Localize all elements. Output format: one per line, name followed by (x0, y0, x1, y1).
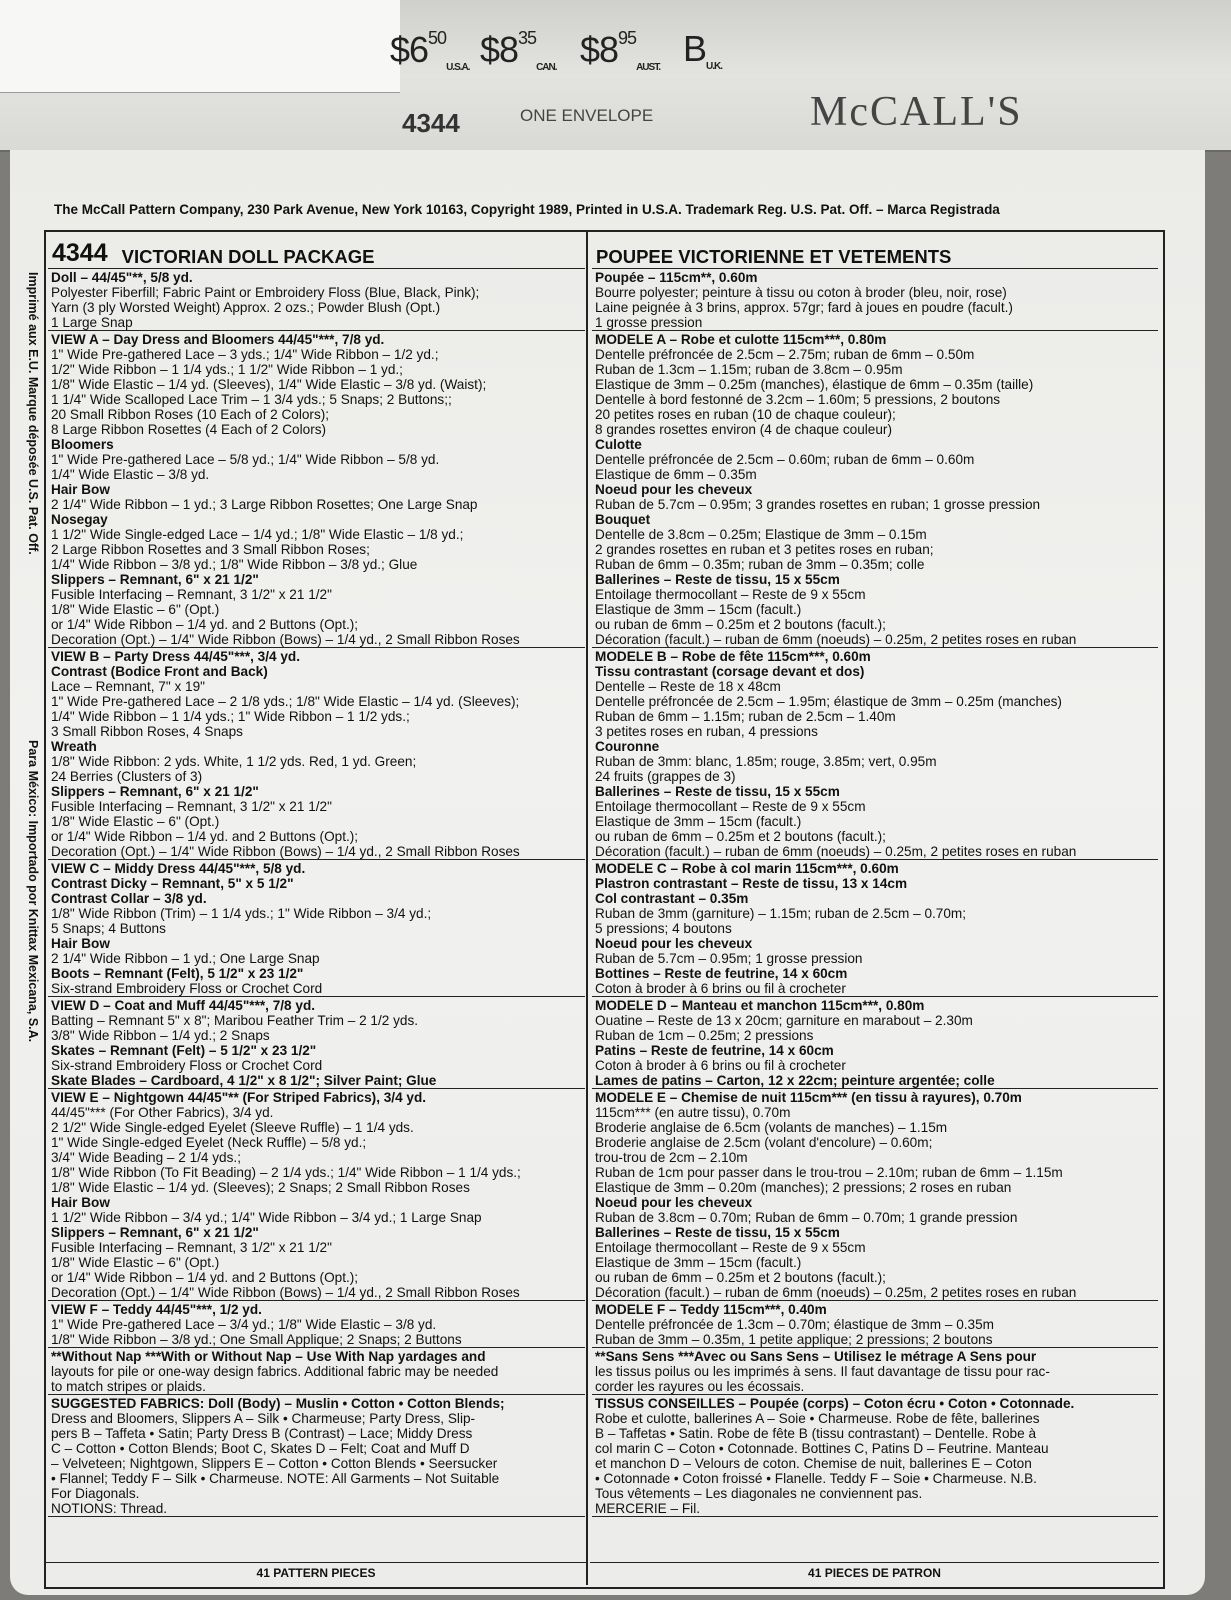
french-line: Dentelle de 3.8cm – 0.25m; Elastique de 3mm – 0.15m (595, 527, 927, 542)
english-header (48, 232, 585, 269)
english-line: VIEW B – Party Dress 44/45"***, 3/4 yd. (51, 649, 300, 664)
english-line: **Without Nap ***With or Without Nap – Use With Nap yardages and (51, 1349, 486, 1364)
price-usa: $\$6^{50}_{U.S.A.}$ (390, 28, 470, 74)
french-line: MODELE C – Robe à col marin 115cm***, 0.60m (595, 861, 899, 876)
french-line: Ruban de 1.3cm – 1.15m; ruban de 3.8cm – 0.95m (595, 362, 903, 377)
french-header (592, 232, 1158, 269)
english-line: NOTIONS: Thread. (51, 1501, 168, 1516)
french-line: Ruban de 5.7cm – 0.95m; 3 grandes rosettes en ruban; 1 grosse pression (595, 497, 1041, 512)
english-line: 2 1/2" Wide Single-edged Eyelet (Sleeve Ruffle) – 1 1/4 yds. (51, 1120, 414, 1135)
pattern-number: 4344 (52, 239, 108, 267)
french-line: Elastique de 3mm – 15cm (facult.) (595, 1255, 802, 1270)
french-line: Décoration (facult.) – ruban de 6mm (noeuds) – 0.25m, 2 petites roses en ruban (595, 1285, 1077, 1300)
english-line: – Velveteen; Nightgown, Slippers E – Cotton • Cotton Blends • Seersucker (51, 1456, 498, 1471)
french-line: Noeud pour les cheveux (595, 936, 753, 951)
french-section (592, 1301, 1158, 1348)
french-line: Bottines – Reste de feutrine, 14 x 60cm (595, 966, 848, 981)
english-line: or 1/4" Wide Ribbon – 1/4 yd. and 2 Buttons (Opt.); (51, 1270, 359, 1285)
english-line: to match stripes or plaids. (51, 1379, 206, 1394)
english-line: Boots – Remnant (Felt), 5 1/2" x 23 1/2" (51, 966, 304, 981)
price-australia: $\$8^{95}_{AUST.}$ (580, 28, 660, 74)
english-line: 1/4" Wide Ribbon – 3/8 yd.; 1/8" Wide Ribbon – 3/8 yd.; Glue (51, 557, 418, 572)
french-line: Plastron contrastant – Reste de tissu, 13 x 14cm (595, 876, 908, 891)
french-line: Poupée – 115cm**, 0.60m (595, 270, 758, 285)
english-line: 1/8" Wide Elastic – 6" (Opt.) (51, 1255, 220, 1270)
english-section (48, 997, 585, 1089)
french-section (592, 1089, 1158, 1301)
english-section (48, 860, 585, 997)
english-line: Slippers – Remnant, 6" x 21 1/2" (51, 1225, 259, 1240)
french-line: 115cm*** (en autre tissu), 0.70m (595, 1105, 791, 1120)
english-line: 1" Wide Pre-gathered Lace – 3/4 yd.; 1/8" Wide Elastic – 3/8 yd. (51, 1317, 437, 1332)
english-line: Doll – 44/45"**, 5/8 yd. (51, 270, 193, 285)
french-line: Coton à broder à 6 brins ou fil à crocheter (595, 981, 846, 996)
french-line: Entoilage thermocollant – Reste de 9 x 55cm (595, 587, 866, 602)
french-line: TISSUS CONSEILLES – Poupée (corps) – Coton écru • Coton • Cotonnade. (595, 1396, 1075, 1411)
french-line: Broderie anglaise de 2.5cm (volant d'encolure) – 0.60m; (595, 1135, 933, 1150)
french-line: Bouquet (595, 512, 651, 527)
brand-logo: McCALL'S (810, 89, 1023, 135)
french-line: Lames de patins – Carton, 12 x 22cm; peinture argentée; colle (595, 1073, 995, 1088)
english-line: Hair Bow (51, 936, 110, 951)
envelope-pattern-number: 4344 (402, 108, 460, 138)
french-line: Entoilage thermocollant – Reste de 9 x 55cm (595, 1240, 866, 1255)
english-line: 1/2" Wide Ribbon – 1 1/4 yds.; 1 1/2" Wide Ribbon – 1 yd.; (51, 362, 403, 377)
english-line: • Flannel; Teddy F – Silk • Charmeuse. NOTE: All Garments – Not Suitable (51, 1471, 500, 1486)
french-sections (592, 269, 1158, 1517)
english-line: Contrast Collar – 3/8 yd. (51, 891, 207, 906)
french-line: Dentelle préfroncée de 1.3cm – 0.70m; élastique de 3mm – 0.35m (595, 1317, 994, 1332)
french-line: Culotte (595, 437, 642, 452)
french-line: Noeud pour les cheveux (595, 482, 753, 497)
english-line: 3/4" Wide Beading – 2 1/4 yds.; (51, 1150, 241, 1165)
side-print-notice: Imprimé aux E.U. Marque déposée U.S. Pat. Off. (26, 272, 40, 555)
french-line: Laine peignée à 3 brins, approx. 57gr; fard à joues en poudre (facult.) (595, 300, 1013, 315)
french-line: Ruban de 3.8cm – 0.70m; Ruban de 6mm – 0.70m; 1 grande pression (595, 1210, 1018, 1225)
english-line: Wreath (51, 739, 97, 754)
french-line: ou ruban de 6mm – 0.25m et 2 boutons (facult.); (595, 617, 886, 632)
french-line: Entoilage thermocollant – Reste de 9 x 55cm (595, 799, 866, 814)
french-line: Ruban de 6mm – 0.35m; ruban de 3mm – 0.35m; colle (595, 557, 925, 572)
english-line: Hair Bow (51, 1195, 110, 1210)
english-line: Slippers – Remnant, 6" x 21 1/2" (51, 572, 259, 587)
english-line: 1/4" Wide Ribbon – 1 1/4 yds.; 1" Wide Ribbon – 1 1/2 yds.; (51, 709, 410, 724)
french-line: 20 petites roses en ruban (10 de chaque couleur); (595, 407, 896, 422)
french-line: Elastique de 6mm – 0.35m (595, 467, 757, 482)
french-section (592, 997, 1158, 1089)
english-line: For Diagonals. (51, 1486, 140, 1501)
english-line: SUGGESTED FABRICS: Doll (Body) – Muslin • Cotton • Cotton Blends; (51, 1396, 505, 1411)
english-line: 2 Large Ribbon Rosettes and 3 Small Ribbon Roses; (51, 542, 370, 557)
french-line: Elastique de 3mm – 15cm (facult.) (595, 814, 802, 829)
french-line: 1 grosse pression (595, 315, 703, 330)
english-line: Decoration (Opt.) – 1/4" Wide Ribbon (Bows) – 1/4 yd., 2 Small Ribbon Roses (51, 632, 520, 647)
french-line: Décoration (facult.) – ruban de 6mm (noeuds) – 0.25m, 2 petites roses en ruban (595, 844, 1077, 859)
french-section (592, 1348, 1158, 1395)
english-line: Decoration (Opt.) – 1/4" Wide Ribbon (Bows) – 1/4 yd., 2 Small Ribbon Roses (51, 844, 520, 859)
english-line: Decoration (Opt.) – 1/4" Wide Ribbon (Bows) – 1/4 yd., 2 Small Ribbon Roses (51, 1285, 520, 1300)
french-line: Ruban de 3mm: blanc, 1.85m; rouge, 3.85m; vert, 0.95m (595, 754, 937, 769)
english-line: 3 Small Ribbon Roses, 4 Snaps (51, 724, 243, 739)
french-line: Tous vêtements – Les diagonales ne conviennent pas. (595, 1486, 923, 1501)
envelope-count: ONE ENVELOPE (520, 106, 654, 125)
english-line: Polyester Fiberfill; Fabric Paint or Embroidery Floss (Blue, Black, Pink); (51, 285, 480, 300)
english-line: Six-strand Embroidery Floss or Crochet Cord (51, 1058, 323, 1073)
french-line: Tissu contrastant (corsage devant et dos) (595, 664, 865, 679)
english-line: or 1/4" Wide Ribbon – 1/4 yd. and 2 Buttons (Opt.); (51, 829, 359, 844)
french-line: Dentelle préfroncée de 2.5cm – 0.60m; ruban de 6mm – 0.60m (595, 452, 975, 467)
english-section (48, 1301, 585, 1348)
french-line: Décoration (facult.) – ruban de 6mm (noeuds) – 0.25m, 2 petites roses en ruban (595, 632, 1077, 647)
french-line: Ballerines – Reste de tissu, 15 x 55cm (595, 784, 840, 799)
french-column (592, 232, 1158, 1517)
french-line: Patins – Reste de feutrine, 14 x 60cm (595, 1043, 834, 1058)
french-line: MODELE E – Chemise de nuit 115cm*** (en tissu à rayures), 0.70m (595, 1090, 1022, 1105)
english-section (48, 648, 585, 860)
english-line: Bloomers (51, 437, 114, 452)
english-column (48, 232, 585, 1517)
french-line: 3 petites roses en ruban, 4 pressions (595, 724, 818, 739)
french-line: Elastique de 3mm – 0.20m (manches); 2 pressions; 2 roses en ruban (595, 1180, 1012, 1195)
english-line: 1/8" Wide Ribbon (Trim) – 1 1/4 yds.; 1" Wide Ribbon – 3/4 yd.; (51, 906, 432, 921)
french-line: Dentelle – Reste de 18 x 48cm (595, 679, 781, 694)
french-footer: 41 PIECES DE PATRON (590, 1562, 1159, 1583)
english-line: C – Cotton • Cotton Blends; Boot C, Skates D – Felt; Coat and Muff D (51, 1441, 470, 1456)
french-line: 24 fruits (grappes de 3) (595, 769, 736, 784)
french-line: Broderie anglaise de 6.5cm (volants de manches) – 1.15m (595, 1120, 948, 1135)
french-line: Robe et culotte, ballerines A – Soie • Charmeuse. Robe de fête, ballerines (595, 1411, 1040, 1426)
price-uk: $B_{U.K.}$ (683, 28, 723, 73)
english-line: 3/8" Wide Ribbon – 1/4 yd.; 2 Snaps (51, 1028, 270, 1043)
english-line: Six-strand Embroidery Floss or Crochet Cord (51, 981, 323, 996)
english-line: 1/8" Wide Elastic – 1/4 yd. (Sleeves), 1/4" Wide Elastic – 3/8 yd. (Waist); (51, 377, 487, 392)
english-line: VIEW E – Nightgown 44/45"** (For Striped Fabrics), 3/4 yd. (51, 1090, 427, 1105)
english-line: Fusible Interfacing – Remnant, 3 1/2" x 21 1/2" (51, 587, 332, 602)
french-line: Bourre polyester; peinture à tissu ou coton à broder (bleu, noir, rose) (595, 285, 1007, 300)
english-line: 1/8" Wide Ribbon – 3/8 yd.; One Small Applique; 2 Snaps; 2 Buttons (51, 1332, 462, 1347)
price-stripe (0, 0, 400, 93)
price-canada: $\$8^{35}_{CAN.}$ (480, 28, 557, 74)
french-line: Ouatine – Reste de 13 x 20cm; garniture en marabout – 2.30m (595, 1013, 973, 1028)
french-line: 8 grandes rosettes environ (4 de chaque couleur) (595, 422, 892, 437)
french-line: Ruban de 3mm – 0.35m, 1 petite applique; 2 pressions; 2 boutons (595, 1332, 993, 1347)
french-line: • Cotonnade • Coton froissé • Flanelle. Teddy F – Soie • Charmeuse. N.B. (595, 1471, 1037, 1486)
french-line: Ruban de 5.7cm – 0.95m; 1 grosse pression (595, 951, 863, 966)
french-line: et manchon D – Velours de coton. Chemise de nuit, ballerines E – Coton (595, 1456, 1032, 1471)
english-line: Slippers – Remnant, 6" x 21 1/2" (51, 784, 259, 799)
french-line: Ruban de 1cm – 0.25m; 2 pressions (595, 1028, 814, 1043)
english-line: Hair Bow (51, 482, 110, 497)
english-line: 1" Wide Pre-gathered Lace – 2 1/8 yds.; 1/8" Wide Elastic – 1/4 yd. (Sleeves); (51, 694, 520, 709)
french-line: MODELE F – Teddy 115cm***, 0.40m (595, 1302, 827, 1317)
english-line: or 1/4" Wide Ribbon – 1/4 yd. and 2 Buttons (Opt.); (51, 617, 359, 632)
french-line: Elastique de 3mm – 0.25m (manches), élastique de 6mm – 0.35m (taille) (595, 377, 1034, 392)
french-line: Ballerines – Reste de tissu, 15 x 55cm (595, 572, 840, 587)
french-section (592, 331, 1158, 648)
english-line: 1/8" Wide Elastic – 1/4 yd. (Sleeves); 2 Snaps; 2 Small Ribbon Roses (51, 1180, 470, 1195)
english-section (48, 331, 585, 648)
french-line: Dentelle préfroncée de 2.5cm – 2.75m; ruban de 6mm – 0.50m (595, 347, 975, 362)
english-line: Fusible Interfacing – Remnant, 3 1/2" x 21 1/2" (51, 1240, 332, 1255)
english-line: Dress and Bloomers, Slippers A – Silk • Charmeuse; Party Dress, Slip- (51, 1411, 476, 1426)
english-title: VICTORIAN DOLL PACKAGE (121, 246, 375, 267)
english-line: 2 1/4" Wide Ribbon – 1 yd.; One Large Snap (51, 951, 320, 966)
french-line: ou ruban de 6mm – 0.25m et 2 boutons (facult.); (595, 1270, 886, 1285)
french-line: **Sans Sens ***Avec ou Sans Sens – Utilisez le métrage A Sens pour (595, 1349, 1037, 1364)
french-footer-box (590, 1563, 1159, 1583)
french-line: corder les rayures ou les écossais. (595, 1379, 805, 1394)
english-line: Contrast Dicky – Remnant, 5" x 5 1/2" (51, 876, 294, 891)
french-line: Col contrastant – 0.35m (595, 891, 749, 906)
english-line: Yarn (3 ply Worsted Weight) Approx. 2 ozs.; Powder Blush (Opt.) (51, 300, 441, 315)
english-line: VIEW C – Middy Dress 44/45"***, 5/8 yd. (51, 861, 306, 876)
english-line: 1/8" Wide Elastic – 6" (Opt.) (51, 602, 220, 617)
english-line: 1 Large Snap (51, 315, 133, 330)
side-import-notice: Para México: Importado por Knittax Mexicana, S.A. (26, 740, 40, 1043)
french-line: trou-trou de 2cm – 2.10m (595, 1150, 748, 1165)
french-line: 5 pressions; 4 boutons (595, 921, 732, 936)
english-line: 8 Large Ribbon Rosettes (4 Each of 2 Colors) (51, 422, 327, 437)
english-section (48, 1395, 585, 1517)
copyright-line: The McCall Pattern Company, 230 Park Avenue, New York 10163, Copyright 1989, Printed in U.S.A. Trademark Reg. U.S. Pat. Off. – Marca Registrada (54, 202, 1000, 217)
english-sections (48, 269, 585, 1517)
english-line: VIEW A – Day Dress and Bloomers 44/45"***, 7/8 yd. (51, 332, 385, 347)
french-section (592, 860, 1158, 997)
french-line: 2 grandes rosettes en ruban et 3 petites roses en ruban; (595, 542, 934, 557)
french-line: Couronne (595, 739, 660, 754)
english-line: 44/45"*** (For Other Fabrics), 3/4 yd. (51, 1105, 274, 1120)
french-line: B – Taffetas • Satin. Robe de fête B (tissu contrastant) – Dentelle. Robe à (595, 1426, 1037, 1441)
french-line: Coton à broder à 6 brins ou fil à crocheter (595, 1058, 846, 1073)
english-line: 1 1/2" Wide Single-edged Lace – 1/4 yd.; 1/8" Wide Elastic – 1/8 yd.; (51, 527, 464, 542)
english-footer: 41 PATTERN PIECES (46, 1562, 586, 1583)
french-line: MODELE B – Robe de fête 115cm***, 0.60m (595, 649, 871, 664)
french-section (592, 1395, 1158, 1517)
french-line: Ruban de 6mm – 1.15m; ruban de 2.5cm – 1.40m (595, 709, 896, 724)
english-line: 20 Small Ribbon Roses (10 Each of 2 Colors); (51, 407, 330, 422)
english-section (48, 1348, 585, 1395)
english-line: 1 1/2" Wide Ribbon – 3/4 yd.; 1/4" Wide Ribbon – 3/4 yd.; 1 Large Snap (51, 1210, 482, 1225)
english-line: Skate Blades – Cardboard, 4 1/2" x 8 1/2"; Silver Paint; Glue (51, 1073, 437, 1088)
english-line: Nosegay (51, 512, 108, 527)
english-line: 5 Snaps; 4 Buttons (51, 921, 166, 936)
english-line: Contrast (Bodice Front and Back) (51, 664, 268, 679)
english-line: VIEW D – Coat and Muff 44/45"***, 7/8 yd. (51, 998, 316, 1013)
french-line: Ballerines – Reste de tissu, 15 x 55cm (595, 1225, 840, 1240)
english-line: layouts for pile or one-way design fabrics. Additional fabric may be needed (51, 1364, 499, 1379)
english-line: 2 1/4" Wide Ribbon – 1 yd.; 3 Large Ribbon Rosettes; One Large Snap (51, 497, 478, 512)
english-line: Fusible Interfacing – Remnant, 3 1/2" x 21 1/2" (51, 799, 332, 814)
english-section (48, 1089, 585, 1301)
english-footer-box (46, 1563, 586, 1583)
french-line: MODELE D – Manteau et manchon 115cm***, 0.80m (595, 998, 925, 1013)
column-divider (586, 230, 588, 1585)
english-line: pers B – Taffeta • Satin; Party Dress B (Contrast) – Lace; Middy Dress (51, 1426, 473, 1441)
english-line: Batting – Remnant 5" x 8"; Maribou Feather Trim – 2 1/2 yds. (51, 1013, 419, 1028)
english-line: Skates – Remnant (Felt) – 5 1/2" x 23 1/2" (51, 1043, 317, 1058)
envelope-top-flap (0, 0, 1231, 152)
english-section (48, 269, 585, 331)
french-section (592, 269, 1158, 331)
french-line: Ruban de 3mm (garniture) – 1.15m; ruban de 2.5cm – 0.70m; (595, 906, 967, 921)
french-line: Dentelle à bord festonné de 3.2cm – 1.60m; 5 pressions, 2 boutons (595, 392, 1001, 407)
english-line: 1/8" Wide Ribbon: 2 yds. White, 1 1/2 yds. Red, 1 yd. Green; (51, 754, 417, 769)
english-line: 1/8" Wide Ribbon (To Fit Beading) – 2 1/4 yds.; 1/4" Wide Ribbon – 1 1/4 yds.; (51, 1165, 521, 1180)
french-section (592, 648, 1158, 860)
english-line: 1" Wide Single-edged Eyelet (Neck Ruffle) – 5/8 yd.; (51, 1135, 367, 1150)
english-line: 24 Berries (Clusters of 3) (51, 769, 203, 784)
french-line: les tissus poilus ou les imprimés à sens. Il faut davantage de tissu pour rac- (595, 1364, 1050, 1379)
french-line: MODELE A – Robe et culotte 115cm***, 0.80m (595, 332, 887, 347)
french-line: Elastique de 3mm – 15cm (facult.) (595, 602, 802, 617)
french-line: ou ruban de 6mm – 0.25m et 2 boutons (facult.); (595, 829, 886, 844)
english-line: 1/8" Wide Elastic – 6" (Opt.) (51, 814, 220, 829)
english-line: 1" Wide Pre-gathered Lace – 3 yds.; 1/4" Wide Ribbon – 1/2 yd.; (51, 347, 439, 362)
french-title: POUPEE VICTORIENNE ET VETEMENTS (596, 246, 952, 267)
english-line: VIEW F – Teddy 44/45"***, 1/2 yd. (51, 1302, 262, 1317)
french-line: col marin C – Coton • Cotonnade. Bottines C, Patins D – Feutrine. Manteau (595, 1441, 1049, 1456)
french-line: Ruban de 1cm pour passer dans le trou-trou – 2.10m; ruban de 6mm – 1.15m (595, 1165, 1063, 1180)
french-line: MERCERIE – Fil. (595, 1501, 700, 1516)
french-line: Dentelle préfroncée de 2.5cm – 1.95m; élastique de 3mm – 0.25m (manches) (595, 694, 1062, 709)
english-line: 1/4" Wide Elastic – 3/8 yd. (51, 467, 210, 482)
english-line: 1 1/4" Wide Scalloped Lace Trim – 1 3/4 yds.; 5 Snaps; 2 Buttons;; (51, 392, 452, 407)
english-line: Lace – Remnant, 7" x 19" (51, 679, 205, 694)
french-line: Noeud pour les cheveux (595, 1195, 753, 1210)
english-line: 1" Wide Pre-gathered Lace – 5/8 yd.; 1/4" Wide Ribbon – 5/8 yd. (51, 452, 440, 467)
